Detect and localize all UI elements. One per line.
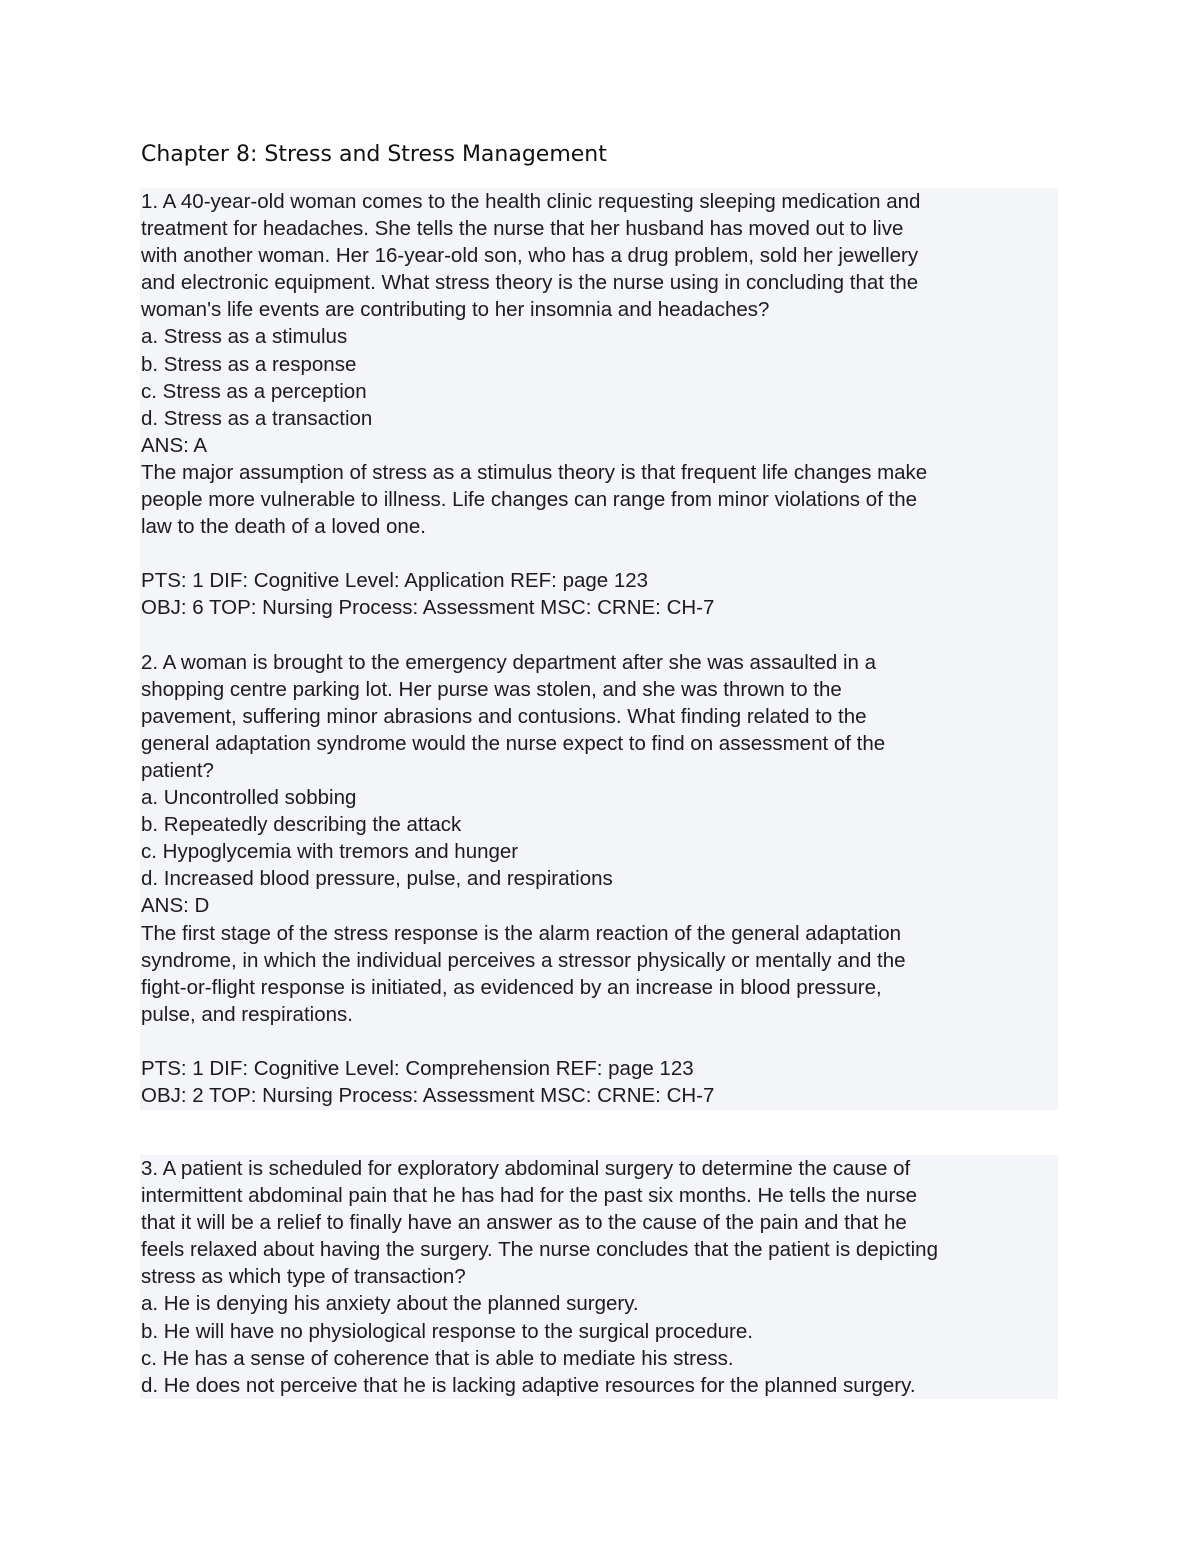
question-stem-line: 1. A 40-year-old woman comes to the health clinic requesting sleeping medication and [141, 190, 921, 213]
question-stem-line: 3. A patient is scheduled for exploratory abdominal surgery to determine the cause of [141, 1157, 911, 1180]
answer-option: b. Stress as a response [141, 352, 357, 376]
answer-option: d. He does not perceive that he is lacking adaptive resources for the planned surgery. [141, 1373, 916, 1397]
answer-option: b. He will have no physiological response to the surgical procedure. [141, 1319, 753, 1343]
question-3 [140, 1155, 1058, 1399]
question-stem-line: pavement, suffering minor abrasions and contusions. What finding related to the [141, 704, 867, 728]
answer-option: a. Stress as a stimulus [141, 325, 348, 349]
questions-block-2 [140, 1155, 1058, 1399]
question-stem-line: feels relaxed about having the surgery. The nurse concludes that the patient is depicting [141, 1238, 938, 1262]
answer-option: c. He has a sense of coherence that is able to mediate his stress. [141, 1346, 734, 1370]
blank-line [140, 540, 1058, 567]
rationale-line: law to the death of a loved one. [141, 515, 426, 539]
rationale-line: syndrome, in which the individual perceives a stressor physically or mentally and the [141, 948, 906, 972]
question-stem-line: patient? [141, 758, 214, 782]
answer-option: c. Stress as a perception [141, 379, 367, 403]
rationale-line: people more vulnerable to illness. Life changes can range from minor violations of the [141, 488, 918, 512]
question-stem-line: and electronic equipment. What stress theory is the nurse using in concluding that the [141, 271, 919, 295]
answer-option: b. Repeatedly describing the attack [141, 813, 462, 837]
question-stem-line: treatment for headaches. She tells the nurse that her husband has moved out to live [141, 217, 904, 241]
questions-block-1 [140, 188, 1058, 1110]
question-stem-line: shopping centre parking lot. Her purse was stolen, and she was thrown to the [141, 677, 842, 701]
rationale-line: The first stage of the stress response is the alarm reaction of the general adaptation [141, 921, 902, 945]
rationale-line: pulse, and respirations. [141, 1002, 353, 1026]
question-stem-line: that it will be a relief to finally have an answer as to the cause of the pain and that he [141, 1211, 907, 1235]
question-stem-line: general adaptation syndrome would the nurse expect to find on assessment of the [141, 731, 886, 755]
question-stem-line: 2. A woman is brought to the emergency department after she was assaulted in a [141, 650, 877, 674]
rationale-line: fight-or-flight response is initiated, as evidenced by an increase in blood pressure, [141, 975, 882, 999]
answer-option: d. Stress as a transaction [141, 406, 373, 430]
question-stem-line: with another woman. Her 16-year-old son, who has a drug problem, sold her jewellery [141, 244, 919, 268]
answer-option: a. Uncontrolled sobbing [141, 786, 357, 810]
answer-option: a. He is denying his anxiety about the planned surgery. [141, 1292, 639, 1316]
answer-key: ANS: D [141, 894, 210, 918]
question-stem-line: woman's life events are contributing to her insomnia and headaches? [141, 298, 770, 322]
question-2 [140, 649, 1058, 1110]
question-stem-line: stress as which type of transaction? [141, 1265, 466, 1289]
question-meta-line: PTS: 1 DIF: Cognitive Level: Comprehension REF: page 123 [141, 1057, 694, 1080]
answer-key: ANS: A [141, 433, 208, 457]
question-stem-line: intermittent abdominal pain that he has had for the past six months. He tells the nurse [141, 1184, 918, 1208]
question-meta-line: PTS: 1 DIF: Cognitive Level: Application REF: page 123 [141, 569, 649, 593]
blank-line [140, 1028, 1058, 1055]
question-1 [140, 188, 1058, 649]
answer-option: d. Increased blood pressure, pulse, and respirations [141, 867, 613, 891]
blank-line [140, 622, 1058, 649]
chapter-title: Chapter 8: Stress and Stress Management [141, 142, 607, 167]
question-meta-line: OBJ: 2 TOP: Nursing Process: Assessment MSC: CRNE: CH-7 [141, 1084, 715, 1108]
rationale-line: The major assumption of stress as a stimulus theory is that frequent life changes make [141, 460, 928, 484]
question-meta-line: OBJ: 6 TOP: Nursing Process: Assessment MSC: CRNE: CH-7 [141, 596, 715, 620]
answer-option: c. Hypoglycemia with tremors and hunger [141, 840, 519, 864]
